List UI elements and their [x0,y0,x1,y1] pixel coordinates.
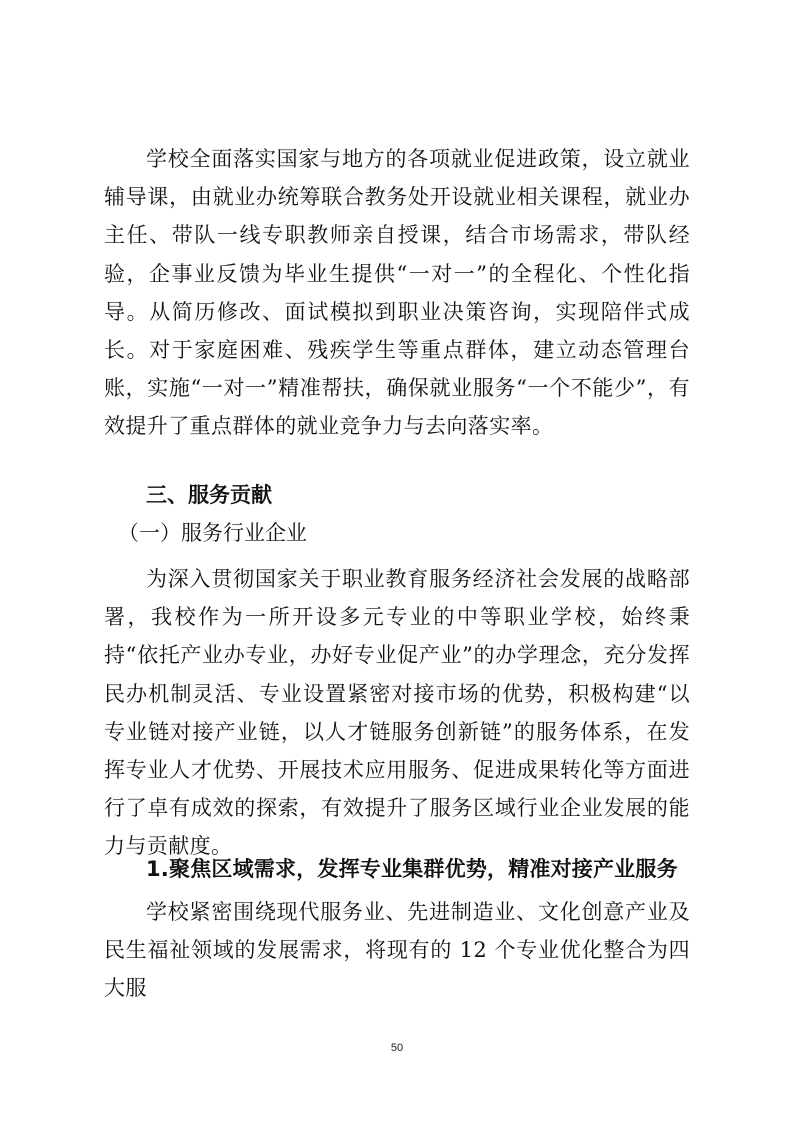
page-number: 50 [390,1042,404,1054]
subsection-heading: （一）服务行业企业 [118,521,307,545]
body-paragraph-employment-services: 学校全面落实国家与地方的各项就业促进政策，设立就业辅导课，由就业办统筹联合教务处开设就业相关课程，就业办主任、带队一线专职教师亲自授课，结合市场需求，带队经验，企事业反馈为毕业生提供“一对一”的全程化、个性化指导。从简历修改、面试模拟到职业决策咨询，实现陪伴式成长。对于家庭困难、残疾学生等重点群体，建立动态管理台账，实施“一对一”精准帮扶，确保就业服务“一个不能少”，有效提升了重点群体的就业竞争力与去向落实率。 [104,147,690,439]
item-heading: 1.聚焦区域需求，发挥专业集群优势，精准对接产业服务 [146,857,678,881]
body-paragraph-regional-demand: 学校紧密围绕现代服务业、先进制造业、文化创意产业及民生福祉领域的发展需求，将现有的 12 个专业优化整合为四大服 [104,900,690,1001]
section-heading: 三、服务贡献 [146,483,272,507]
body-paragraph-serving-industry: 为深入贯彻国家关于职业教育服务经济社会发展的战略部署，我校作为一所开设多元专业的中等职业学校，始终秉持“依托产业办专业，办好专业促产业”的办学理念，充分发挥民办机制灵活、专业设置紧密对接市场的优势，积极构建“以专业链对接产业链，以人才链服务创新链”的服务体系，在发挥专业人才优势、开展技术应用服务、促进成果转化等方面进行了卓有成效的探索，有效提升了服务区域行业企业发展的能力与贡献度。 [104,567,690,859]
